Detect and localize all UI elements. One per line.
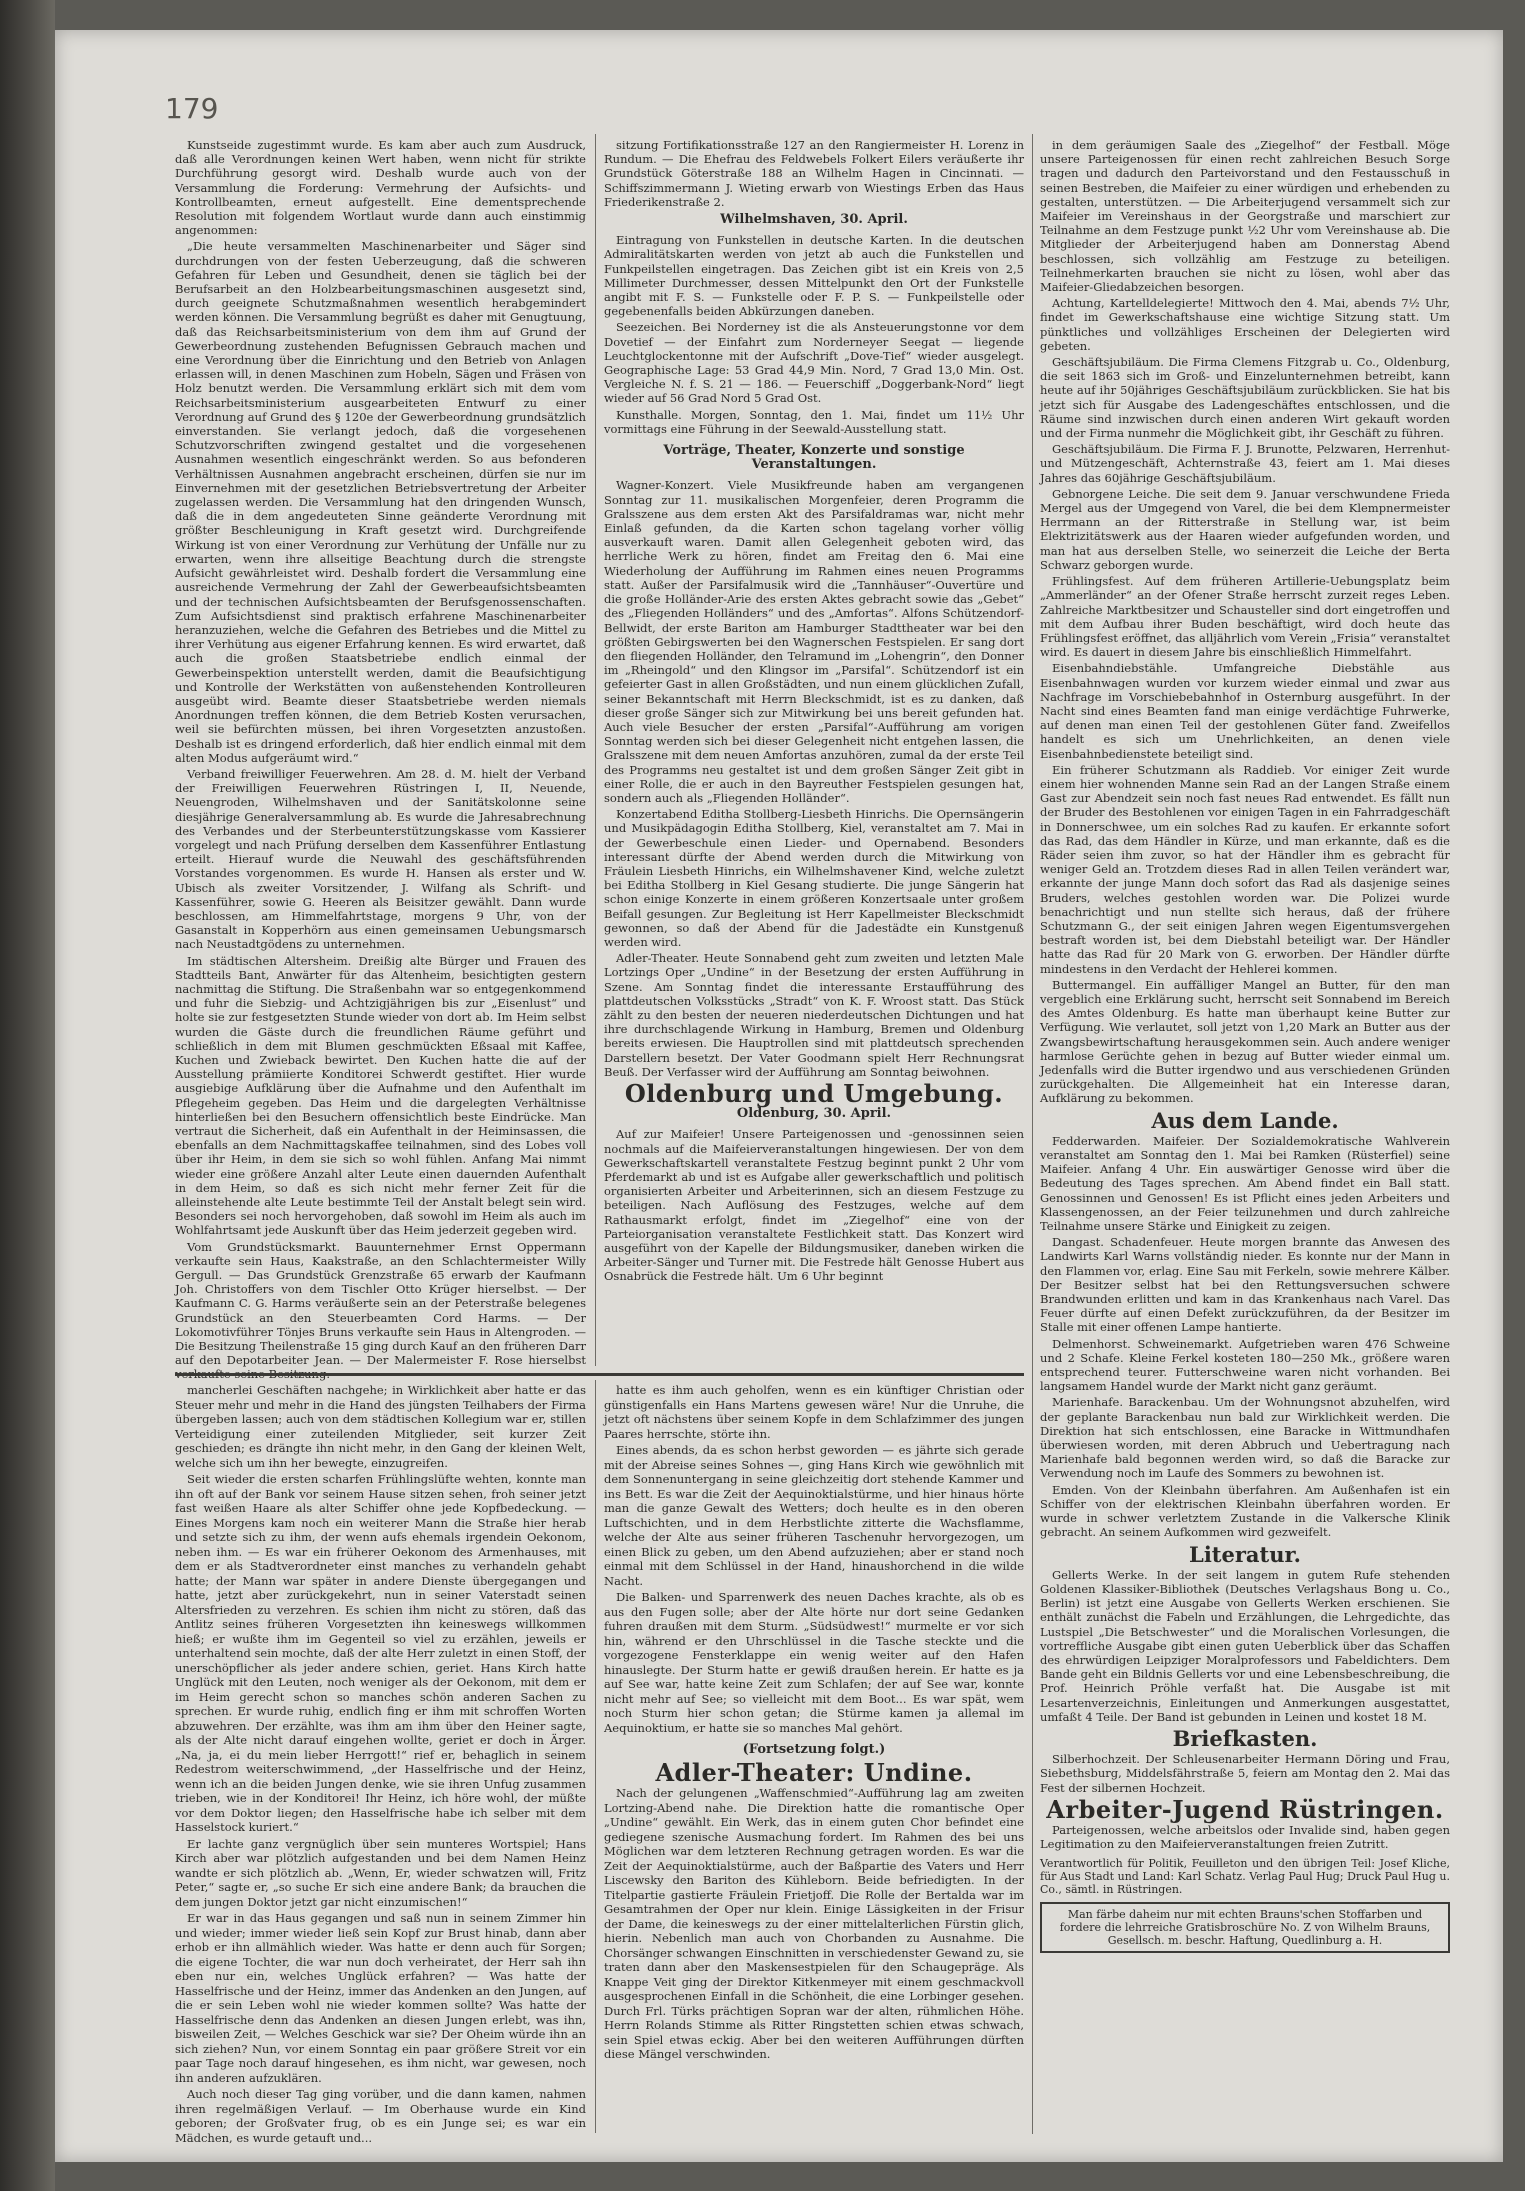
dateline: Wilhelmshaven, 30. April.: [720, 212, 908, 228]
article-paragraph: Seezeichen. Bei Norderney ist die als Ansteuerungstonne vor dem Dovetief — der Einfahrt zum Norderneyer Seegat — liegende Leuchtglockentonne mit der Aufschrift „Dove-Tief“ wieder ausgelegt. Geographische Lage: 53 Grad 44,9 Min. Nord, 7 Grad 13,0 Min. Ost. Vergleiche N. f. S. 21 — 186. — Feuerschiff „Doggerbank-Nord“ liegt wieder auf 56 Grad Nord 5 Grad Ost.: [604, 320, 1024, 406]
article-paragraph: in dem geräumigen Saale des „Ziegelhof“ der Festball. Möge unsere Parteigenossen für einen recht zahlreichen Besuch Sorge tragen und dadurch den Parteivorstand und den Festausschuß in seinen Bestreben, die Maifeier zu einer würdigen und erhebenden zu gestalten, unterstützen. — Die Arbeiterjugend versammelt sich zur Maifeier im Vereinshaus in der Georgstraße und marschiert zur Teilnahme an dem Festzuge punkt ½2 Uhr vom Vereinshause ab. Die Mitglieder der Arbeiterjugend haben am Donnerstag Abend beschlossen, sich vollzählig am Festzuge zu beteiligen. Teilnehmerkarten brauchen sie nicht zu lösen, wohl aber das Maifeier-Gliedabzeichen besorgen.: [1040, 138, 1450, 295]
section-heading: Vorträge, Theater, Konzerte und sonstige Veranstaltungen.: [663, 443, 965, 473]
article-paragraph: Emden. Von der Kleinbahn überfahren. Am Außenhafen ist ein Schiffer von der elektrischen Kleinbahn überfahren worden. Er wurde in schwer verletztem Zustande in die Valkersche Klinik gebracht. An seinem Aufkommen wird gezweifelt.: [1040, 1482, 1450, 1540]
article-paragraph: Parteigenossen, welche arbeitslos oder Invalide sind, haben gegen Legitimation zu den Maifeierveranstaltungen freien Zutritt.: [1040, 1822, 1450, 1852]
column-1-bottom-feuilleton: [175, 1383, 586, 2145]
article-paragraph: Verband freiwilliger Feuerwehren. Am 28. d. M. hielt der Verband der Freiwilligen Feuerwehren Rüstringen I, II, Neuende, Neuengroden, Wilhelmshaven und der Sanitätskolonne seine diesjährige Generalversammlung ab. Es wurde die Jahresabrechnung des Verbandes und der Sterbeunterstützungskasse vom Kassierer vorgelegt und nach Prüfung derselben dem Kassenführer Entlastung erteilt. Hierauf wurde die Neuwahl des geschäftsführenden Vorstandes vorgenommen. Es wurde H. Hansen als erster und W. Ubisch als zweiter Vorsitzender, J. Wilfang als Schrift- und Kassenführer, sowie G. Heeren als Beisitzer gewählt. Dann wurde beschlossen, am Himmelfahrtstage, morgens 9 Uhr, von der Gasanstalt in Kopperhörn aus einen gemeinsamen Uebungsmarsch nach Neustadtgödens zu unternehmen.: [175, 766, 586, 952]
article-paragraph: Auch noch dieser Tag ging vorüber, und die dann kamen, nahmen ihren regelmäßigen Verlauf. — Im Oberhause wurde ein Kind geboren; der Großvater frug, ob es ein Junge sei; es war ein Mädchen, es wurde getauft und...: [175, 2087, 586, 2145]
feuilleton-divider: [175, 1373, 1024, 1376]
article-paragraph: hatte es ihm auch geholfen, wenn es ein künftiger Christian oder günstigenfalls ein Hans Martens gewesen wäre! Nur die Unruhe, die jetzt oft nächstens über seinem Kopfe in dem Schlafzimmer des jungen Paares herrschte, störte ihn.: [604, 1383, 1024, 1441]
article-paragraph: Buttermangel. Ein auffälliger Mangel an Butter, für den man vergeblich eine Erklärung sucht, herrscht seit Sonnabend im Bereich des Amtes Oldenburg. Es hatte man überhaupt keine Butter zur Verfügung. Wie verlautet, soll jetzt von 1,20 Mark an Butter aus der Zwangsbewirtschaftung herausgekommen sein. Auch andere weniger harmlose Gerüchte gehen in bezug auf Butter wieder einmal um. Jedenfalls wird die Butter irgendwo und aus verschiedenen Gründen zurückgehalten. Die Allgemeinheit hat ein Interesse daran, Aufklärung zu bekommen.: [1040, 977, 1450, 1106]
headline: Oldenburg und Umgebung.: [624, 1079, 1004, 1108]
column-2-top: [604, 138, 1024, 1365]
article-paragraph: Eisenbahndiebstähle. Umfangreiche Diebstähle aus Eisenbahnwagen wurden vor kurzem wieder einmal und zwar aus Nachfrage im Vorschiebebahnhof in Osternburg ausgeführt. In der Nacht sind eines Beamten fand man einige verdächtige Fuhrwerke, auf denen man einen Teil der gestohlenen Güter fand. Zweifellos handelt es sich um Unehrlichkeiten, an denen viele Eisenbahnbedienstete beteiligt sind.: [1040, 661, 1450, 761]
column-divider: [1032, 134, 1033, 2134]
advertisement-box: Man färbe daheim nur mit echten Brauns'schen Stoffarben und fordere die lehrreiche Gratisbroschüre No. Z von Wilhelm Brauns, Gesellsch. m. beschr. Haftung, Quedlinburg a. H.: [1040, 1902, 1450, 1953]
article-paragraph: Die Balken- und Sparrenwerk des neuen Daches krachte, als ob es aus den Fugen solle; aber der Alte hörte nur dort seine Gedanken fuhren draußen mit dem Sturm. „Südsüdwest!“ murmelte er vor sich hin, während er den Uhrschlüssel in die Tasche steckte und die vorgezogene Fensterklappe ein wenig weiter auf den Hafen hinauslegte. Der Sturm hatte er gewiß draußen herein. Er hatte es ja auf See war, hatte keine Zeit zum Schlafen; der auf See war, konnte nicht mehr auf See; so vielleicht mit dem Boot... Es war spät, wem noch Sturm hier schon getan; die Stürme kamen ja allemal im Aequinoktium, er hatte sie so manches Mal gehört.: [604, 1590, 1024, 1735]
headline: Briefkasten.: [1172, 1725, 1318, 1751]
article-paragraph: mancherlei Geschäften nachgehe; in Wirklichkeit aber hatte er das Steuer mehr und mehr in die Hand des jüngsten Teilhabers der Firma übergeben lassen; auch von dem städtischen Kollegium war er, stillen Verteidigung einer zuteilenden Mitglieder, seit kurzer Zeit geschieden; es drängte ihn nicht mehr, in den Gang der kleinen Welt, welche sich um ihn her bewegte, einzugreifen.: [175, 1383, 586, 1470]
column-3: [1040, 138, 1450, 2133]
book-binding-edge: [0, 0, 55, 2191]
article-paragraph: Dangast. Schadenfeuer. Heute morgen brannte das Anwesen des Landwirts Karl Warns vollständig nieder. Es konnte nur der Mann in den Flammen vor, erlag. Eine Sau mit Ferkeln, sowie mehrere Kälber. Der Besitzer selbst hat bei den Rettungsversuchen schwere Brandwunden erlitten und kam in das Krankenhaus nach Varel. Das Feuer dürfte auf einen Defekt zurückzuführen, da der Besitzer im Stalle mit einer offenen Lampe hantierte.: [1040, 1235, 1450, 1335]
article-paragraph: Adler-Theater. Heute Sonnabend geht zum zweiten und letzten Male Lortzings Oper „Undine“ in der Besetzung der ersten Aufführung in Szene. Am Sonntag findet die interessante Erstaufführung des plattdeutschen Volksstücks „Stradt“ von K. F. Wroost statt. Das Stück zählt zu den besten der neueren niederdeutschen Dichtungen und hat ihre durchschlagende Wirkung in Hamburg, Bremen und Oldenburg bereits erwiesen. Die Hauptrollen sind mit plattdeutsch sprechenden Darstellern besetzt. Der Vater Goodmann spielt Herr Rechnungsrat Beuß. Der Verfasser wird der Aufführung am Sonntag beiwohnen.: [604, 951, 1024, 1079]
article-paragraph: Er lachte ganz vergnüglich über sein munteres Wortspiel; Hans Kirch aber war plötzlich aufgestanden und bei dem Namen Heinz wandte er sich plötzlich ab. „Wenn, Er, wieder schwatzen will, Fritz Peter,“ sagte er, „so suche Er sich eine andere Bank; da brauchen die dem jungen Doktor jetzt gar nicht einzumischen!“: [175, 1836, 586, 1909]
article-paragraph: Geschäftsjubiläum. Die Firma Clemens Fitzgrab u. Co., Oldenburg, die seit 1863 sich im Groß- und Einzelunternehmen betreibt, kann heute auf ihr 50jähriges Geschäftsjubiläum zurückblicken. Sie hat bis jetzt sich für Ausgabe des Ladengeschäftes entschlossen, und die Räume sind inzwischen durch einen anderen Wirt gekauft worden und der Firma nunmehr die Möglichkeit gibt, ihr Geschäft zu führen.: [1040, 355, 1450, 441]
article-paragraph: Delmenhorst. Schweinemarkt. Aufgetrieben waren 476 Schweine und 2 Schafe. Kleine Ferkel kosteten 180—250 Mk., größere waren entsprechend teurer. Futterschweine waren nicht vorhanden. Bei langsamem Handel wurde der Markt nicht ganz geräumt.: [1040, 1336, 1450, 1394]
article-paragraph: Frühlingsfest. Auf dem früheren Artillerie-Uebungsplatz beim „Ammerländer“ an der Ofener Straße herrscht zurzeit reges Leben. Zahlreiche Marktbesitzer und Schausteller sind dort eingetroffen und mit dem Aufbau ihrer Buden beschäftigt, wird doch heute das Frühlingsfest eröffnet, das alljährlich vom Verein „Frisia“ veranstaltet wird. Es dauert in diesem Jahre bis einschließlich Himmelfahrt.: [1040, 574, 1450, 660]
article-paragraph: „Die heute versammelten Maschinenarbeiter und Säger sind durchdrungen von der festen Ueberzeugung, daß die schweren Gefahren für Leben und Gesundheit, denen sie täglich bei der Berufsarbeit an den Holzbearbeitungsmaschinen ausgesetzt sind, durch geeignete Schutzmaßnahmen wesentlich herabgemindert werden können. Die Versammlung begrüßt es daher mit Genugtuung, daß das Reichsarbeitsministerium von dem ihm auf Grund der Gewerbeordnung zustehenden Befugnissen Gebrauch machen und eine Verordnung über die Einrichtung und den Betrieb von Anlagen erlassen will, in denen Maschinen zum Hobeln, Sägen und Fräsen von Holz benutzt werden. Die Versammlung erklärt sich mit dem vom Reichsarbeitsministerium ausgearbeiteten Entwurf zu einer Verordnung auf Grund des § 120e der Gewerbeordnung grundsätzlich einverstanden. Sie verlangt jedoch, daß die vorgesehenen Schutzvorschriften zwingend gestaltet und die vorgesehenen Ausnahmen wesentlich eingeschränkt werden. So aus befonderen Verhältnissen Ausnahmen angebracht erscheinen, dürfen sie nur im Einvernehmen mit der gesetzlichen Betriebsvertretung der Arbeiter zugelassen werden. Die Versammlung hat den dringenden Wunsch, daß die in dem angedeuteten Sinne geänderte Verordnung mit größter Beschleunigung in Kraft gesetzt wird. Durchgreifende Wirkung ist von einer Verordnung zur Verhütung der Unfälle nur zu erwarten, wenn ihre allseitige Beachtung durch die strengste Aufsicht gewährleistet wird. Deshalb fordert die Versammlung eine ausreichende Vermehrung der Zahl der Gewerbeaufsichtsbeamten und der technischen Aufsichtsbeamten der Berufsgenossenschaften. Zum Aufsichtsdienst sind praktisch erfahrene Maschinenarbeiter heranzuziehen, welche die Gefahren des Betriebes und die Mittel zu ihrer Verhütung aus eigener Erfahrung kennen. Es wird erwartet, daß auch die großen Staatsbetriebe endlich einmal der Gewerbeinspektion unterstellt werden, damit die Beaufsichtigung und Kontrolle der Werkstätten von außenstehenden Kontrolleuren ausgeübt wird. Beamte dieser Staatsbetriebe werden niemals Anordnungen treffen können, die dem Betrieb Kosten verursachen, weil sie befürchten müssen, bei ihren Vorgesetzten anzustoßen. Deshalb ist es dringend erforderlich, daß hier endlich einmal mit dem alten Modus aufgeräumt wird.“: [175, 239, 586, 765]
headline: Literatur.: [1189, 1541, 1301, 1567]
article-paragraph: Nach der gelungenen „Waffenschmied“-Aufführung lag am zweiten Lortzing-Abend nahe. Die Direktion hatte die romantische Oper „Undine“ gewählt. Ein Werk, das in einem guten Chor befindet eine gediegene szenische Ausmachung fordert. Im Rahmen des bei uns Möglichen war dem letzteren Rechnung getragen worden. Es war die Zeit der Aequinoktialstürme, auch der Baßpartie des Vaters und Herr Liscewsky den Bariton des Kühleborn. Beide befriedigten. In der Titelpartie gastierte Fräulein Frietjoff. Die Rolle der Bertalda war im Gesamtrahmen der Oper nur klein. Einige Lässigkeiten in der Frisur der Dame, die keineswegs zu der einer mittelalterlichen Fürstin glich, hierin. Nebenlich man auch von Chorbanden zu Ausnahme. Die Chorsänger schwangen Einschnitten in verschiedenster Gewand zu, sie traten dann aber den Maskensestpielen für den Schaugepräge. Als Knappe Veit ging der Direktor Kitkenmeyer mit einem geschmackvoll ausgesprochenen Einfall in die Schönheit, die eine Lorbinger gesehen. Durch Frl. Türks prächtigen Sopran war der alten, rühmlichen Höhe. Herrn Rolands Stimme als Ritter Ringstetten schien etwas schwach, sein Spiel etwas eckig. Aber bei den weiteren Aufführungen dürften diese Mängel verschwinden.: [604, 1786, 1024, 2061]
column-divider: [595, 1380, 596, 2133]
imprint: Verantwortlich für Politik, Feuilleton und den übrigen Teil: Josef Kliche, für Aus Stadt und Land: Karl Schatz. Verlag Paul Hug; Druck Paul Hug u. Co., sämtl. in Rüstringen.: [1040, 1857, 1450, 1897]
dateline: Oldenburg, 30. April.: [736, 1106, 892, 1122]
column-1-top: [175, 138, 586, 1368]
article-paragraph: Silberhochzeit. Der Schleusenarbeiter Hermann Döring und Frau, Siebethsburg, Middelsfährstraße 5, feiern am Montag den 2. Mai das Fest der silbernen Hochzeit.: [1040, 1752, 1450, 1795]
article-paragraph: Seit wieder die ersten scharfen Frühlingslüfte wehten, konnte man ihn oft auf der Bank vor seinem Hause sitzen sehen, froh seiner jetzt fast weißen Haare als alter Schiffer ohne jede Kopfbedeckung. — Eines Morgens kam noch ein weiterer Mann die Straße hier herab und setzte sich zu ihm, der wenn aufs ehemals irgendein Oekonom, neben ihm. — Es war ein früherer Oekonom des Armenhauses, mit dem er als Stadtverordneter einst manches zu verhandeln gehabt hatte; der Mann war später in andere Dienste übergegangen und hatte, jetzt aber zurückgekehrt, nun in seiner Vaterstadt seinen Altersfrieden zu verzehren. Es schien ihm nicht zu stören, daß das Antlitz seines früheren Vorgesetzten ihn keineswegs willkommen hieß; er wußte ihm im Gegenteil so viel zu erzählen, jeweils er unterhaltend sein mochte, daß der alte Herr zuletzt in einen Stoff, der unerschöpflicher als jeder andere schien, geriet. Hans Kirch hatte Unglück mit den Leuten, noch weniger als der Oekonom, mit dem er im Heim gerecht schon so manches schön anderen Sachen zu sprechen. Er wurde ruhig, endlich fing er ihm mit schroffen Worten abzuwehren. Der erzählte, was ihm am ihm über den Heiner sagte, als der Alte nicht darauf eingehen wollte, geriet er doch in Ärger. „Na, ja, ei du mein lieber Herrgott!“ rief er, behaglich in seinem Redestrom weiterschwimmend, „der Hasselfrische und der Heinz, wenn ich an die beiden Jungen denke, wie sie ihren Unfug zusammen trieben, wie in der Konditorei! Ihr Heinz, ich höre wohl, der müßte vor dem Doktor liegen; den Hasselfrische habe ich selber mit dem Hasselstock kuriert.“: [175, 1472, 586, 1834]
article-paragraph: Vom Grundstücksmarkt. Bauunternehmer Ernst Oppermann verkaufte sein Haus, Kaakstraße, an den Schlachtermeister Willy Gergull. — Das Grundstück Grenzstraße 65 erwarb der Kaufmann Joh. Christoffers von dem Tischler Otto Krüger hierselbst. — Der Kaufmann C. G. Harms veräußerte sein an der Peterstraße belegenes Grundstück an den Steuerbeamten Cord Harms. — Der Lokomotivführer Tönjes Bruns verkaufte sein Haus in Altengroden. — Die Besitzung Theilenstraße 15 ging durch Kauf an den früheren Darr auf den Depotarbeiter Jean. — Der Malermeister F. Rose hierselbst: [175, 1239, 586, 1368]
headline: Adler-Theater: Undine.: [655, 1757, 973, 1787]
article-paragraph: Achtung, Kartelldelegierte! Mittwoch den 4. Mai, abends 7½ Uhr, findet im Gewerkschaftshause eine wichtige Sitzung statt. Um pünktliches und vollzähliges Erscheinen der Delegierten wird gebeten.: [1040, 296, 1450, 353]
headline: Aus dem Lande.: [1151, 1107, 1339, 1133]
article-paragraph: sitzung Fortifikationsstraße 127 an den Rangiermeister H. Lorenz in Rundum. — Die Ehefrau des Feldwebels Folkert Eilers veräußerte ihr Grundstück Göterstraße 188 an Wilhelm Hagen in Cincinnati. — Schiffszimmermann J. Wieting erwarb von Wiestings Erben das Haus Friederikenstraße 2.: [604, 138, 1024, 209]
newspaper-page: [55, 30, 1503, 2162]
headline: Arbeiter-Jugend Rüstringen.: [1046, 1794, 1444, 1824]
article-paragraph: Wagner-Konzert. Viele Musikfreunde haben am vergangenen Sonntag zur 11. musikalischen Morgenfeier, deren Programm die Gralsszene aus dem ersten Akt des Parsifaldramas war, nicht mehr Einlaß gefunden, da die Karten schon tagelang vorher völlig ausverkauft waren. Damit allen Gelegenheit geboten wird, das herrliche Werk zu hören, findet am Freitag den 6. Mai eine Wiederholung der Aufführung im Rahmen eines neuen Programms statt. Außer der Parsifalmusik wird die „Tannhäuser“-Ouvertüre und die große Holländer-Arie des ersten Aktes gebracht sowie das „Gebet“ des „Fliegenden Holländers“ und des „Amfortas“. Alfons Schützendorf-Bellwidt, der erste Bariton am Hamburger Stadttheater war bei den größten Gebirgswerten bei den Wagnerschen Festspielen. Er sang dort den fliegenden Holländer, den Telramund im „Lohengrin“, den Donner im „Rheingold“ und den Klingsor im „Parsifal“. Schützendorf ist ein gefeierter Gast in allen Großstädten, und nun einem glücklichen Zufall, seiner Bekanntschaft mit Herrn Bleckschmidt, ist es zu danken, daß dieser große Sänger sich zur Mitwirkung bei uns bereit gefunden hat. Auch viele Besucher der ersten „Parsifal“-Aufführung am vorigen Sonntag werden sich bei dieser Gelegenheit nicht entgehen lassen, die Gralsszene mit dem neuen Amfortas anzuhören, zumal da der erste Teil des Programms neu gestaltet ist und dem großen Sänger Zeit gibt in einer Rolle, die er auch in den Bayreuther Festspielen gesungen hat, sondern auch als „Fliegenden Holländer“.: [604, 478, 1024, 805]
article-paragraph: Eintragung von Funkstellen in deutsche Karten. In die deutschen Admiralitätskarten werden von jetzt ab auch die Funkstellen und Funkpeilstellen eingetragen. Das Zeichen gibt ist ein Kreis von 2,5 Millimeter Durchmesser, dessen Mittelpunkt den Ort der Funkstelle angibt mit F. S. — Funkstelle oder F. P. S. — Funkpeilstelle oder gegebenenfalls beiden Abkürzungen daneben.: [604, 233, 1024, 319]
article-paragraph: Auf zur Maifeier! Unsere Parteigenossen und -genossinnen seien nochmals auf die Maifeierveranstaltungen hingewiesen. Der von dem Gewerkschaftskartell veranstaltete Festzug beginnt punkt 2 Uhr vom Pferdemarkt ab und ist es Aufgabe aller gewerkschaftlich und politisch organisierten Arbeiter und Arbeiterinnen, sich an diesem Festzuge zu beteiligen. Nach Auflösung des Festzuges, welche auf dem Rathausmarkt erfolgt, findet im „Ziegelhof“ eine von der Parteiorganisation veranstaltete Festlichkeit statt. Das Konzert wird ausgeführt von der Kapelle der Bildungsmusiker, daneben wirken die Arbeiter-Sänger und Turner mit. Die Festrede hält Genosse Hubert aus Osnabrück die Festrede hält. Um 6 Uhr beginnt: [604, 1127, 1024, 1284]
article-paragraph: Marienhafe. Barackenbau. Um der Wohnungsnot abzuhelfen, wird der geplante Barackenbau nun bald zur Wirklichkeit werden. Die Direktion hat sich entschlossen, eine Baracke in Wittmundhafen überwiesen worden, mit deren Abbruch und Uebertragung nach Marienhafe bald begonnen werden wird, so daß die Baracke zur Verwendung noch im Laufe des Sommers zu bewohnen ist.: [1040, 1395, 1450, 1481]
article-paragraph: Kunstseide zugestimmt wurde. Es kam aber auch zum Ausdruck, daß alle Verordnungen keinen Wert haben, wenn nicht für strikte Durchführung gesorgt wird. Deshalb wurde auch von der Versammlung die Forderung: Vermehrung der Aufsichts- und Kontrollbeamten, erneut aufgestellt. Eine dementsprechende Resolution mit folgendem Wortlaut wurde dann auch einstimmig angenommen:: [175, 138, 586, 238]
article-paragraph: Im städtischen Altersheim. Dreißig alte Bürger und Frauen des Stadtteils Bant, Anwärter für das Altenheim, besichtigten gestern nachmittag die Stiftung. Die Straßenbahn war so entgegenkommend und fuhr die Siebzig- und Achtzigjährigen bis zur „Eisenlust“ und holte sie zur festgesetzten Stunde wieder von dort ab. Im Heim selbst wurden die Gäste durch die freundlichen Räume geführt und schließlich in dem mit Blumen geschmückten Eßsaal mit Kaffee, Kuchen und Zwieback bewirtet. Den Kuchen hatte die auf der Ausstellung prämiierte Konditorei Schwerdt gestiftet. Hier wurde ausgiebige Aufklärung über die Aufnahme und den Aufenthalt im Pflegeheim gegeben. Das Heim und die dargelegten Verhältnisse hinterließen bei den Besuchern offensichtlich beste Eindrücke. Man vertraut die Sicherheit, daß ein Aufenthalt in der Heiminsassen, die ebenfalls an dem Nachmittagskaffee teilnahmen, sind des Lobes voll über ihr Heim, in dem sie sich so wohl fühlen. Anfang Mai nimmt wieder eine größere Anzahl alter Leute einen dauernden Aufenthalt in dem Heim, so daß es sich nicht mehr ferner Zeit für die alleinstehende alte Leute bestimmte Teil der Anstalt belegt sein wird. Besonders sei noch hervorgehoben, daß sowohl im Heim als auch im Wohlfahrtsamt jede Auskunft über das Heim jederzeit gegeben wird.: [175, 953, 586, 1238]
article-paragraph: Fedderwarden. Maifeier. Der Sozialdemokratische Wahlverein veranstaltet am Sonntag den 1. Mai bei Ramken (Rüsterfiel) seine Maifeier. Anfang 4 Uhr. Ein auswärtiger Genosse wird über die Bedeutung des Tages sprechen. Am Abend findet ein Ball statt. Genossinnen und Genossen! Es ist Pflicht eines jeden Arbeiters und Klassengenossen, an der Feier teilzunehmen und durch zahlreiche Teilnahme unsere Stärke und Einigkeit zu zeigen.: [1040, 1133, 1450, 1234]
article-paragraph: Ein früherer Schutzmann als Raddieb. Vor einiger Zeit wurde einem hier wohnenden Manne sein Rad an der Langen Straße einem Gast zur Abendzeit sein noch fast neues Rad entwendet. Es fällt nun der Bruder des Bestohlenen vor einigen Tagen in ein Fahrradgeschäft in Donnerschwee, um ein solches Rad zu kaufen. Er erkannte sofort das Rad, das dem Händler in Kürze, und man erkannte, daß es die Räder seien ihm zuvor, so hat der Händler ihm es gebracht für weniger Geld an. Trotzdem dieses Rad in allen Teilen verändert war, erkannte der junge Mann doch sofort das Rad als dasjenige seines Bruders, welches gestohlen worden war. Die Polizei wurde benachrichtigt und nun stellte sich heraus, daß der frühere Schutzmann G., der seit einigen Jahren wegen Eigentumsvergehen bestraft worden ist, bei dem Diebstahl beteiligt war. Der Händler hatte das Rad für 20 Mark von G. erworben. Der Händler dürfte mindestens in den Verdacht der Hehlerei kommen.: [1040, 762, 1450, 976]
continuation-note: (Fortsetzung folgt.): [742, 1742, 886, 1757]
article-paragraph: Konzertabend Editha Stollberg-Liesbeth Hinrichs. Die Opernsängerin und Musikpädagogin Editha Stollberg, Kiel, veranstaltet am 7. Mai in der Gewerbeschule einen Lieder- und Opernabend. Besonders interessant dürfte der Abend werden durch die Mitwirkung von Fräulein Liesbeth Hinrichs, ein Wilhelmshavener Kind, welche zuletzt bei Editha Stollberg in Kiel Gesang studierte. Die junge Sängerin hat schon einige Konzerte in einem größeren Konzertsaale unter großem Beifall gesungen. Zur Begleitung ist Herr Kapellmeister Bleckschmidt gewonnen, so daß der Abend für die Jadestädte ein Kunstgenuß werden wird.: [604, 807, 1024, 949]
column-divider: [595, 134, 596, 1366]
page-number: 179: [165, 92, 219, 125]
article-paragraph: Er war in das Haus gegangen und saß nun in seinem Zimmer hin und wieder; immer wieder ließ sein Kopf zur Brust hinab, dann aber erhob er ihn allmählich wieder. Was hatte er denn auch für Sorgen; die eigene Tochter, die war nun doch verheiratet, der Herr sah ihn eben nur ein, welches Unglück erfahren? — Was hatte der Hasselfrische und der Heinz, immer das Andenken an den Jungen, auf die er sein Leben wohl nie wieder kommen sollte? Was hatte der Hasselfrische denn das Andenken an diesen Jungen erlebt, was ihn, bisweilen Zeit, — Welches Geschick war sie? Der Oheim würde ihn an sich ziehen? Nun, vor einem Sonntag ein paar größere Streit vor ein paar Tage noch darauf hingesehen, es ihm nicht, war gewesen, noch ihn anderen aufzuklären.: [175, 1911, 586, 2085]
article-paragraph: Gellerts Werke. In der seit langem in gutem Rufe stehenden Goldenen Klassiker-Bibliothek (Deutsches Verlagshaus Bong u. Co., Berlin) ist jetzt eine Ausgabe von Gellerts Werken erschienen. Sie enthält zunächst die Fabeln und Erzählungen, die Lehrgedichte, das Lustspiel „Die Betschwester“ und die Moralischen Vorlesungen, die vortreffliche Ausgabe gibt einen guten Ueberblick über das Schaffen des ehrwürdigen Leipziger Moralprofessors und Fabeldichters. Dem Bande geht ein Bildnis Gellerts vor und eine Lebensbeschreibung, die Prof. Heinrich Pröhle verfaßt hat. Die Ausgabe ist mit Lesartenverzeichnis, Einleitungen und Anmerkungen ausgestattet, umfaßt 4 Teile. Der Band ist gebunden in Leinen und kostet 18 M.: [1040, 1567, 1450, 1724]
column-2-bottom: [604, 1383, 1024, 2133]
article-paragraph: Eines abends, da es schon herbst geworden — es jährte sich gerade mit der Abreise seines Sohnes —, ging Hans Kirch wie gewöhnlich mit dem Sonnenuntergang in seine gleichzeitig dort stehende Kammer und ins Bett. Es war die Zeit der Aequinoktialstürme, und hier hinaus hörte man die ganze Gewalt des Wetters; doch heulte es in den oberen Luftschichten, und in dem Herbstlichte zitterte die Wachsflamme, welche der Alte aus seiner früheren Taschenuhr hervorgezogen, um einen Blick zu geben, um den Abend aufzuziehen; aber er stand noch einmal mit dem Schlüssel in der Hand, hinaushorchend in die wilde Nacht.: [604, 1443, 1024, 1588]
article-paragraph: Geschäftsjubiläum. Die Firma F. J. Brunotte, Pelzwaren, Herrenhut- und Mützengeschäft, Achternstraße 43, feiert am 1. Mai dieses Jahres das 60jährige Geschäftsjubiläum.: [1040, 442, 1450, 485]
article-paragraph: Gebnorgene Leiche. Die seit dem 9. Januar verschwundene Frieda Mergel aus der Umgegend von Varel, die bei dem Klempnermeister Herrmann an der Ritterstraße in Stellung war, ist beim Elektrizitätswerk aus der Haaren wieder aufgefunden worden, und man hat aus derselben Stelle, wo seinerzeit die Leiche der Berta Schwarz geborgen wurde.: [1040, 486, 1450, 572]
article-paragraph: Kunsthalle. Morgen, Sonntag, den 1. Mai, findet um 11½ Uhr vormittags eine Führung in der Seewald-Ausstellung statt.: [604, 407, 1024, 436]
